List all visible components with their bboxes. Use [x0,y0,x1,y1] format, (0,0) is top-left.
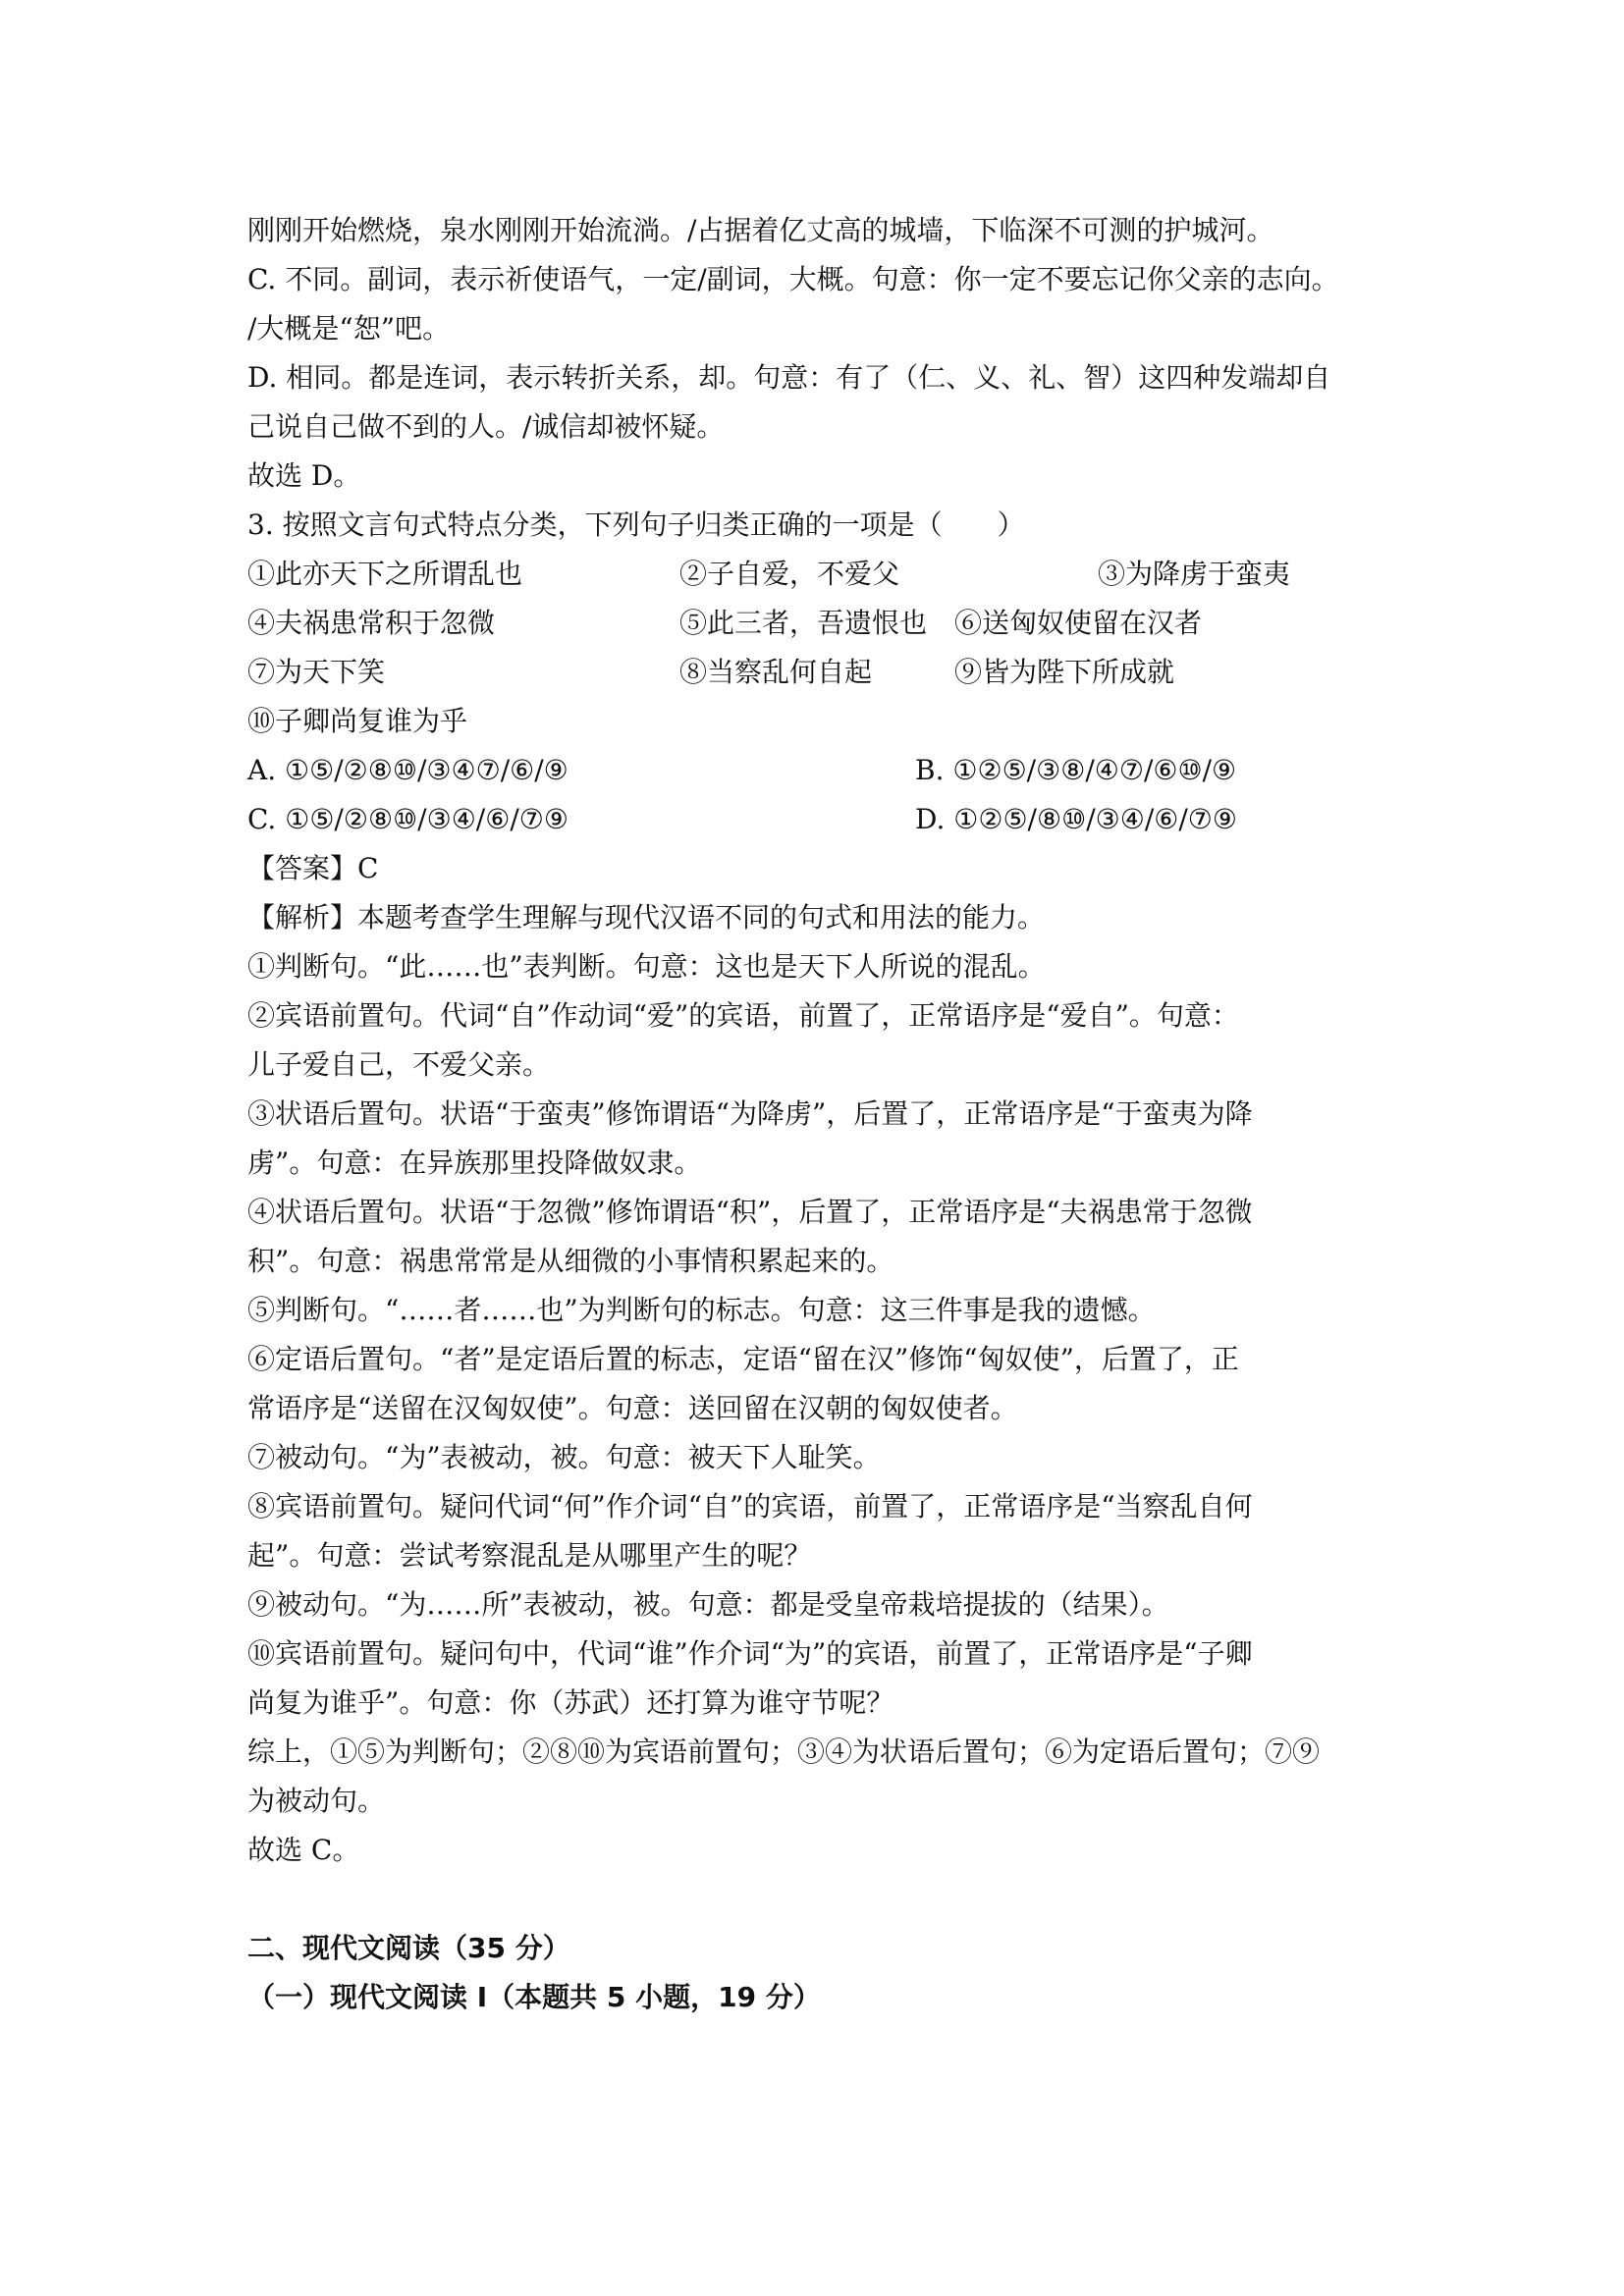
analysis-line: ①判断句。“此……也”表判断。句意：这也是天下人所说的混乱。 [247,950,1046,983]
choice-c: C. ①⑤/②⑧⑩/③④/⑥/⑦⑨ [247,803,568,835]
analysis-line: ⑦被动句。“为”表被动，被。句意：被天下人耻笑。 [247,1441,881,1473]
section-title: 二、现代文阅读（35 分） [247,1932,570,1964]
spacer [247,1875,1386,1924]
sentence-item: ⑧当察乱何自起 [679,656,873,688]
analysis-line: 尚复为谁乎”。句意：你（苏武）还打算为谁守节呢？ [247,1686,894,1719]
sentence-item: ①此亦天下之所谓乱也 [247,558,523,590]
analysis-line: 常语序是“送留在汉匈奴使”。句意：送回留在汉朝的匈奴使者。 [247,1392,1018,1424]
sentence-row [247,550,1386,599]
text-line: C. 不同。副词，表示祈使语气，一定/副词，大概。句意：你一定不要忘记你父亲的志向。 [247,263,1339,295]
analysis-line: ⑩宾语前置句。疑问句中，代词“谁”作介词“为”的宾语，前置了，正常语序是“子卿 [247,1637,1253,1670]
text-line: /大概是“恕”吧。 [247,312,451,345]
sentence-item: ⑦为天下笑 [247,656,386,688]
sentence-row [247,648,1386,697]
sentence-item: ④夫祸患常积于忽微 [247,607,496,639]
analysis-line: ④状语后置句。状语“于忽微”修饰谓语“积”，后置了，正常语序是“夫祸患常于忽微 [247,1196,1253,1228]
analysis-line: ⑧宾语前置句。疑问代词“何”作介词“自”的宾语，前置了，正常语序是“当察乱自何 [247,1490,1253,1522]
sentence-item: ③为降虏于蛮夷 [1098,558,1291,590]
analysis-line: 综上，①⑤为判断句；②⑧⑩为宾语前置句；③④为状语后置句；⑥为定语后置句；⑦⑨ [247,1735,1321,1768]
analysis-line: 虏”。句意：在异族那里投降做奴隶。 [247,1147,702,1179]
analysis-line: 故选 C。 [247,1834,360,1866]
choice-d: D. ①②⑤/⑧⑩/③④/⑥/⑦⑨ [915,803,1238,835]
sentence-item: ⑥送匈奴使留在汉者 [954,607,1203,639]
analysis-line: 【解析】本题考查学生理解与现代汉语不同的句式和用法的能力。 [247,901,1046,934]
sentence-item: ⑩子卿尚复谁为乎 [247,705,468,737]
analysis-line: ③状语后置句。状语“于蛮夷”修饰谓语“为降虏”，后置了，正常语序是“于蛮夷为降 [247,1097,1253,1130]
analysis-line: 儿子爱自己，不爱父亲。 [247,1048,551,1081]
analysis-line: ⑥定语后置句。“者”是定语后置的标志，定语“留在汉”修饰“匈奴使”，后置了，正 [247,1343,1239,1375]
sentence-row [247,599,1386,648]
analysis-line: 为被动句。 [247,1785,386,1817]
document-body [247,206,1386,2022]
text-line: D. 相同。都是连词，表示转折关系，却。句意：有了（仁、义、礼、智）这四种发端却自 [247,361,1331,394]
text-line: 故选 D。 [247,459,361,492]
sentence-item: ⑤此三者，吾遗恨也 [679,607,928,639]
analysis-line: ②宾语前置句。代词“自”作动词“爱”的宾语，前置了，正常语序是“爱自”。句意： [247,999,1239,1032]
choice-row [247,746,1386,795]
sentence-item: ②子自爱，不爱父 [679,558,900,590]
analysis-line: 起”。句意：尝试考察混乱是从哪里产生的呢？ [247,1539,812,1572]
analysis-line: ⑤判断句。“……者……也”为判断句的标志。句意：这三件事是我的遗憾。 [247,1294,1156,1326]
question-stem: 3. 按照文言句式特点分类，下列句子归类正确的一项是（ ） [247,508,1025,541]
text-line: 刚刚开始燃烧，泉水刚刚开始流淌。/占据着亿丈高的城墙，下临深不可测的护城河。 [247,214,1274,246]
analysis-line: ⑨被动句。“为……所”表被动，被。句意：都是受皇帝栽培提拔的（结果）。 [247,1588,1169,1621]
answer-line: 【答案】C [247,852,379,884]
choice-a: A. ①⑤/②⑧⑩/③④⑦/⑥/⑨ [247,754,568,786]
sentence-item: ⑨皆为陛下所成就 [954,656,1175,688]
choice-row [247,795,1386,844]
analysis-line: 积”。句意：祸患常常是从细微的小事情积累起来的。 [247,1245,894,1277]
text-line: 己说自己做不到的人。/诚信却被怀疑。 [247,410,725,443]
choice-b: B. ①②⑤/③⑧/④⑦/⑥⑩/⑨ [915,754,1237,786]
subsection-title: （一）现代文阅读 I（本题共 5 小题，19 分） [247,1981,821,2013]
